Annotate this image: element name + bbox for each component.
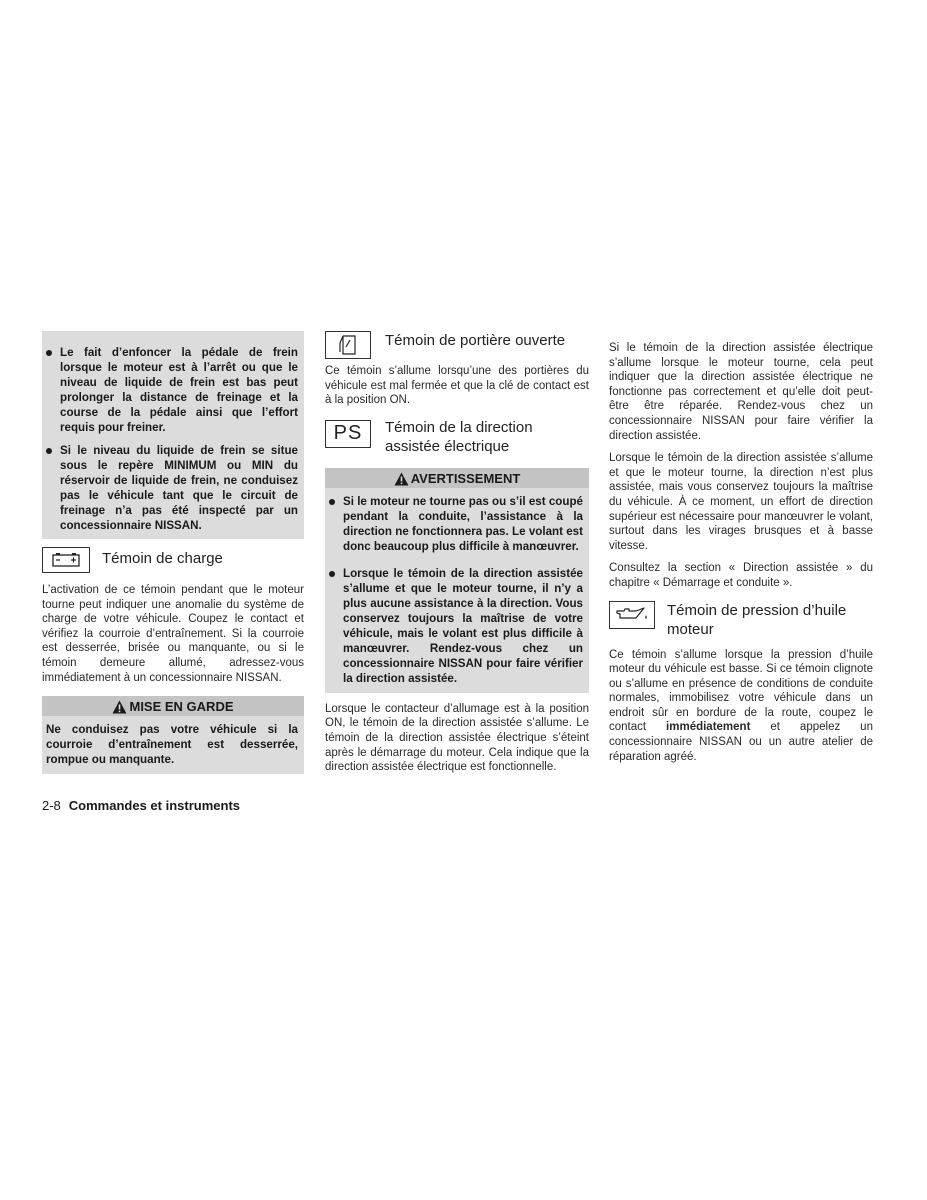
ps-text: Lorsque le contacteur d’allumage est à la position ON, le témoin de la direction assistée s’allume. Le témoin de la direction assistée électrique s’éteint après le démarrage du moteur. Cela indique que la direction assistée électrique est fonctionnelle. [325, 702, 589, 774]
bullet-item: Si le moteur ne tourne pas ou s’il est coupé pendant la conduite, l’assistance à la direction ne fonctionnera pas. Le volant est donc beaucoup plus difficile à manœuvrer. [329, 494, 583, 554]
door-open-icon [325, 331, 371, 359]
charge-text: L’activation de ce témoin pendant que le moteur tourne peut indiquer une anomalie du système de charge de votre véhicule. Coupez le contact et vérifiez la courroie d’entraînement. Si la courroie est desserrée, brisée ou manquante, ou si le témoin demeure allumé, adressez-vous immédiatement à un concessionnaire NISSAN. [42, 584, 304, 684]
ps-heading [325, 418, 589, 456]
ps-text-2: Lorsque le témoin de la direction assistée s’allume et que le moteur tourne, la direction n’est plus assistée, mais vous conservez toujours la maîtrise du véhicule. À ce moment, un effort de direction supérieur est nécessaire pour manœuvrer le volant, surtout dans les virages brusques et à basse vitesse. [609, 452, 873, 552]
caution-title-text: MISE EN GARDE [129, 699, 234, 715]
ps-icon-label: PS [333, 422, 363, 445]
oil-heading-text: Témoin de pression d’huile moteur [667, 601, 847, 638]
oil-text-after: et appelez un concessionnaire NISSAN ou un autre atelier de réparation agréé. [609, 721, 873, 763]
column-middle [325, 331, 589, 775]
warning-box [325, 468, 589, 693]
door-text: Ce témoin s’allume lorsqu’une des portières du véhicule est mal fermée et que la clé de contact est à la position ON. [325, 365, 589, 407]
ps-heading-text: Témoin de la direction assistée électrique [385, 418, 533, 455]
power-steering-icon [325, 420, 371, 448]
caution-title [42, 696, 304, 716]
column-right [609, 341, 873, 764]
caution-text: Ne conduisez pas votre véhicule si la courroie d’entraînement est desserrée, rompue ou manquante. [46, 723, 298, 767]
page-footer [42, 798, 240, 813]
warning-title-text: AVERTISSEMENT [410, 470, 521, 486]
door-heading-text: Témoin de portière ouverte [385, 332, 566, 349]
chapter-title: Commandes et instruments [68, 798, 240, 813]
warning-triangle-icon [112, 700, 127, 714]
oil-can-icon [609, 601, 655, 629]
oil-heading [609, 601, 873, 639]
column-left [42, 331, 304, 774]
brake-warning-box [42, 331, 304, 539]
page-number: 2-8 [42, 798, 61, 813]
warning-triangle-icon [394, 472, 409, 486]
bullet-item: Lorsque le témoin de la direction assistée s’allume et que le moteur tourne, il n’y a plus aucune assistance à la direction. Vous conservez toujours la maîtrise de votre véhicule, mais le volant est plus difficile à manœuvrer. Rendez-vous chez un concessionnaire NISSAN pour faire vérifier la direction assistée. [329, 566, 583, 686]
oil-text-before: Ce témoin s’allume lorsque la pression d’huile moteur du véhicule est basse. Si ce témoin clignote ou s’allume en présence de conditions de conduite normales, immobilisez votre véhicule dans un endroit sûr en bordure de la route, coupez le contact [609, 648, 873, 734]
oil-text-bold: immédiatement [666, 721, 751, 734]
battery-icon [42, 547, 90, 573]
caution-box [42, 696, 304, 774]
ps-text-1: Si le témoin de la direction assistée électrique s’allume lorsque le moteur tourne, cela peut indiquer que la direction assistée électrique ne fonctionne pas correctement et qu’elle doit peut-être être réparée. Rendez-vous chez un concessionnaire NISSAN pour faire vérifier la direction assistée. [609, 342, 873, 442]
oil-text [609, 648, 873, 765]
warning-title [325, 468, 589, 488]
bullet-item: Si le niveau du liquide de frein se situe sous le repère MINIMUM ou MIN du réservoir de liquide de frein, ne conduisez pas le véhicule tant que le circuit de freinage n’a pas été inspecté par un concessionnaire NISSAN. [46, 443, 298, 533]
ps-text-3: Consultez la section « Direction assistée » du chapitre « Démarrage et conduite ». [609, 562, 873, 589]
bullet-item: Le fait d’enfoncer la pédale de frein lorsque le moteur est à l’arrêt ou que le niveau de liquide de frein est bas peut prolonger la distance de freinage et la course de la pédale ainsi que l’effort requis pour freiner. [46, 345, 298, 435]
charge-heading [42, 547, 304, 573]
door-heading [325, 331, 589, 359]
charge-heading-text: Témoin de charge [102, 550, 223, 567]
